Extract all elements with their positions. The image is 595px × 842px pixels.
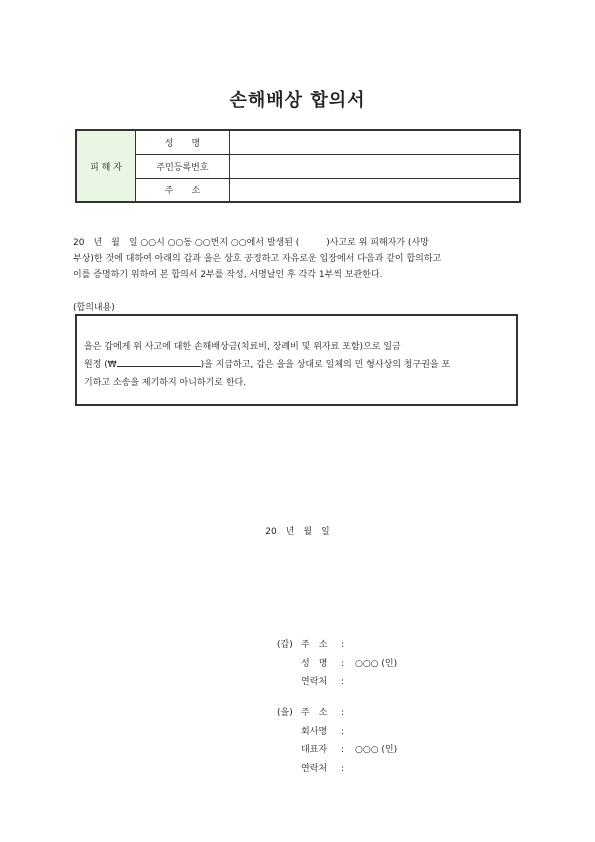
party-row — [277, 673, 397, 692]
table-row — [76, 178, 520, 202]
table-row — [76, 130, 520, 154]
amount-prefix: 원정 (₩ — [84, 360, 117, 370]
party-field-sep: : — [341, 677, 345, 687]
party-field-sep: : — [341, 708, 345, 718]
victim-group-label: 피 해 자 — [76, 130, 136, 202]
party-field-label: 주 소 — [301, 708, 328, 718]
name-label: 성 명 — [136, 130, 230, 154]
party-row — [277, 655, 397, 674]
agreement-section-label: (합의내용) — [73, 303, 115, 313]
agreement-line: 기하고 소송을 제기하지 아니하기로 한다. — [84, 378, 247, 388]
party-field-sep: : — [341, 640, 345, 650]
victim-info-table — [75, 129, 521, 203]
amount-blank[interactable] — [117, 356, 201, 367]
name-value[interactable] — [230, 130, 521, 154]
party-field-label: 연락처 — [301, 677, 328, 687]
party-field-sep: : — [341, 745, 345, 755]
party-field-sep: : — [341, 658, 345, 669]
agreement-content-box — [75, 314, 518, 406]
party-b-tag: (을) — [277, 708, 293, 718]
party-a-tag: (갑) — [277, 640, 293, 650]
party-a-name-value[interactable]: ○○○ (인) — [355, 658, 398, 669]
agreement-line — [84, 356, 510, 374]
intro-line: 20 년 월 일 ○○시 ○○동 ○○번지 ○○에서 발생된 ( )사고로 위 피해자가 (사망 — [73, 238, 429, 248]
party-field-label: 주 소 — [301, 640, 328, 650]
party-a-block — [277, 636, 397, 692]
address-value[interactable] — [230, 178, 521, 202]
address-label: 주 소 — [136, 178, 230, 202]
party-row — [277, 636, 397, 655]
party-row — [277, 760, 397, 779]
party-field-label: 대표자 — [301, 745, 328, 755]
party-field-label: 성 명 — [301, 658, 328, 669]
intro-line: 이를 증명하기 위하여 본 합의서 2부를 작성, 서명날인 후 각각 1부씩 보관한다. — [73, 270, 383, 280]
party-row — [277, 741, 397, 760]
agreement-line: 을은 갑에게 위 사고에 대한 손해배상금(치료비, 장례비 및 위자료 포함)으로 일금 — [84, 342, 401, 352]
party-field-sep: : — [341, 726, 345, 737]
party-field-sep: : — [341, 763, 345, 774]
resident-number-value[interactable] — [230, 154, 521, 178]
party-row — [277, 723, 397, 742]
amount-suffix: )을 지급하고, 갑은 을을 상대로 일체의 민 형사상의 청구권을 포 — [200, 360, 451, 370]
resident-number-label: 주민등록번호 — [136, 154, 230, 178]
agreement-date: 20 년 월 일 — [265, 527, 330, 537]
intro-line: 부상)한 것에 대하여 아래의 갑과 을은 상호 공정하고 자유로운 입장에서 다음과 같이 합의하고 — [73, 254, 442, 264]
party-field-label: 회사명 — [301, 726, 328, 737]
table-row — [76, 154, 520, 178]
party-b-block — [277, 704, 397, 778]
intro-paragraph — [73, 235, 523, 283]
party-b-representative-value[interactable]: ○○○ (인) — [355, 745, 398, 755]
party-row — [277, 704, 397, 723]
party-field-label: 연락처 — [301, 763, 328, 774]
page-title: 손해배상 합의서 — [229, 90, 366, 111]
